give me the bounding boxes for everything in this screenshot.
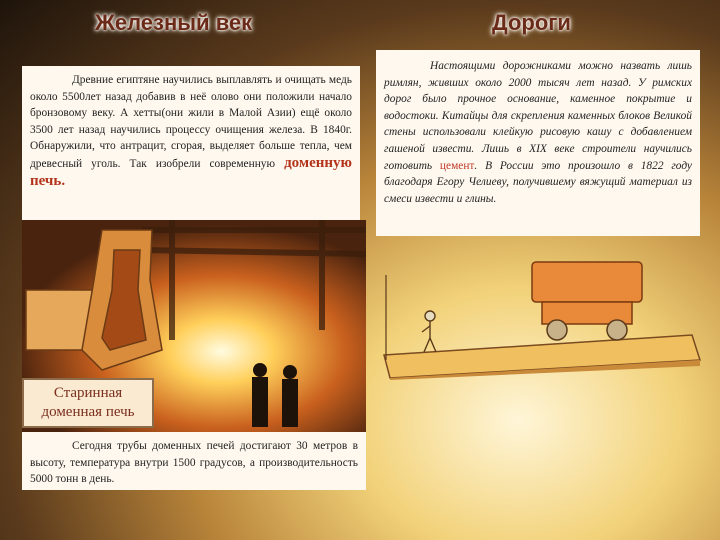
roads-text-card [376, 50, 700, 236]
iron-age-text: Древние египтяне научились выплавлять и очищать медь около 5500лет назад добавив в неё олово они положили начало бронзовому веку. А хетты(они жили в Малой Азии) ещё около 3500 лет назад научились процессу очищения железа. В 1840г. Обнаружили, что антрацит, сгорая, выделяет больше тепла, чем древесный уголь. Так изобрели современную [30, 74, 352, 170]
furnace-facts-text: Сегодня трубы доменных печей достигают 30 метров в высоту, температура внутри 1500 градусов, а производительность 5000 тонн в день. [30, 440, 358, 486]
road-building-illustration [382, 260, 702, 380]
section-title-iron-age: Железный век [95, 10, 253, 35]
section-title-roads: Дороги [492, 10, 571, 35]
iron-age-text-card [22, 66, 360, 220]
roads-text-end: . В России это произошло в 1822 году благодаря Егору Челиеву, получившему вяжущий материал из смеси извести и глины. [384, 159, 692, 205]
furnace-facts-card [22, 432, 366, 490]
roller-machine [532, 262, 642, 302]
blast-furnace-term: доменную печь. [30, 154, 352, 189]
image-caption: Старинная доменная печь [22, 378, 154, 428]
roads-text: Настоящими дорожниками можно назвать лишь римлян, живших около 2000 тысяч лет назад. У римских дорог было прочное основание, каменное покрытие и водостоки. Китайцы для скрепления каменных блоков Великой стены использовали клейкую рисовую кашу с добавлением гашеной извести. Лишь в XIX веке строители научились готовить [384, 60, 692, 172]
worker-figure [422, 311, 436, 352]
cement-term: цемент [439, 159, 475, 172]
